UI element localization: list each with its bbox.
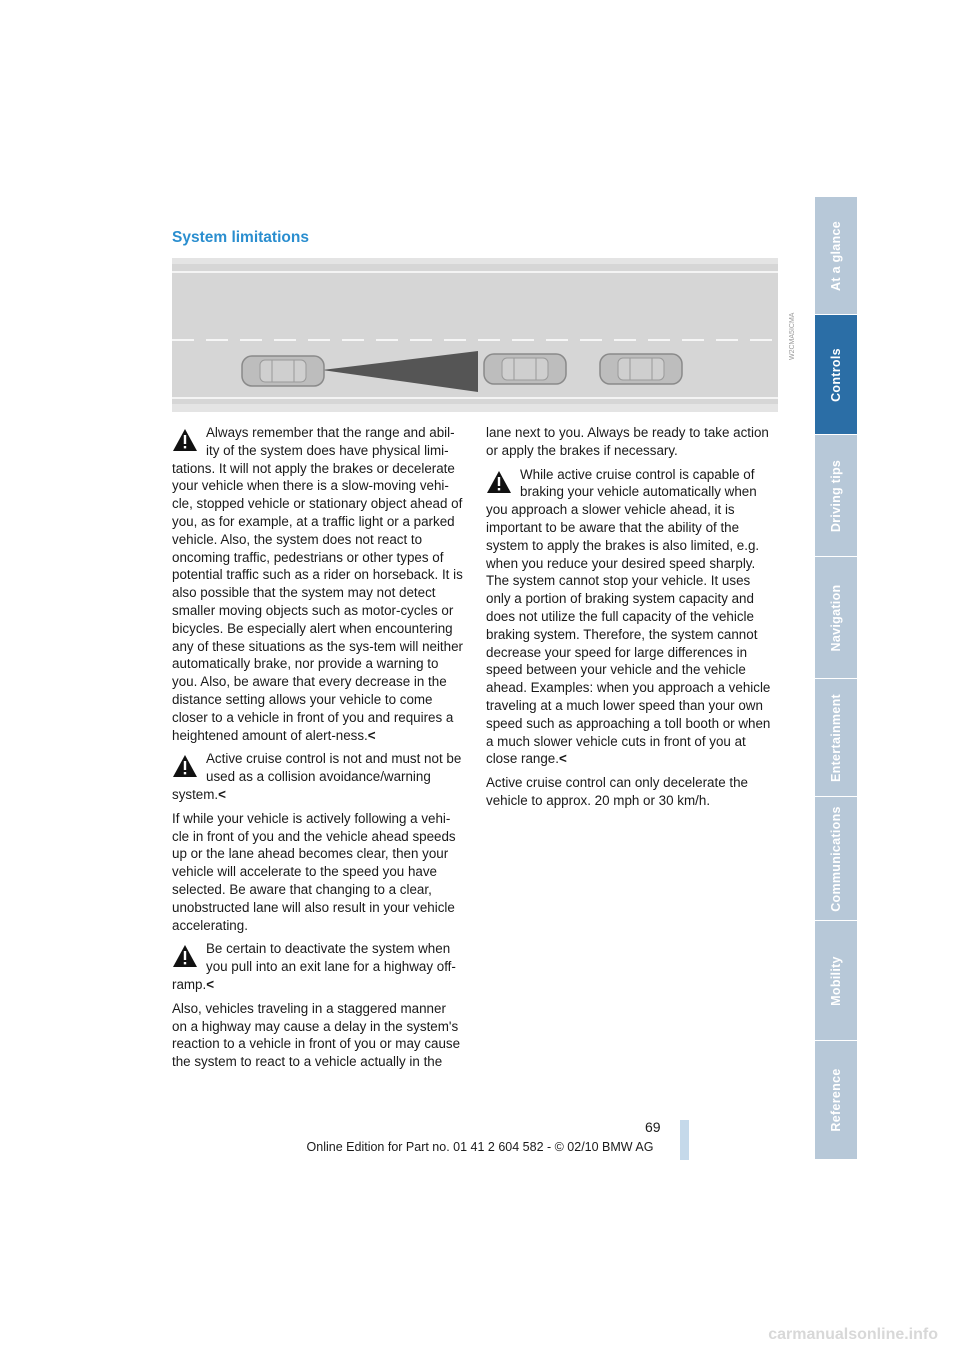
- tab-communications[interactable]: [815, 797, 857, 921]
- warning-braking-text: While active cruise control is capable of braking your vehicle automatically when you approach a slower vehicle ahead, it is important to be aware that the ability of the system to apply the brakes is also limited, e.g. when you reduce your desired speed sharply. The system cannot stop your vehicle. It uses only a portion of braking system capacity and does not utilize the full capacity of the vehicle braking system. Therefore, the system cannot decrease your speed for large differences in speed between your vehicle and the vehicle ahead. Examples: when you approach a vehicle traveling at a much lower speed than your own speed such as approaching a toll booth or when a much slower vehicle cuts in front of you at close range.: [486, 466, 771, 767]
- tab-mobility[interactable]: [815, 921, 857, 1041]
- tab-label: Reference: [829, 1068, 843, 1132]
- warning-triangle-icon: [172, 754, 198, 778]
- end-mark: <: [206, 976, 215, 992]
- own-car-icon: [242, 356, 324, 386]
- adjacent-vehicle-icon: [600, 354, 682, 384]
- end-mark: <: [367, 727, 376, 743]
- warning-triangle-icon: [172, 428, 198, 452]
- tab-label: Entertainment: [829, 693, 843, 782]
- end-mark: <: [558, 751, 567, 767]
- footer-text: Online Edition for Part no. 01 41 2 604 582 - © 02/10 BMW AG: [306, 1140, 654, 1154]
- paragraph-accelerate: If while your vehicle is actively following a vehi-cle in front of you and the vehicle ahead speeds up or the lane ahead becomes clear, then your vehicle will accelerate to the speed you have selected. Be aware that changing to a clear, unobstructed lane will also result in your vehicle accelerating.: [172, 810, 456, 933]
- tab-label: Controls: [829, 347, 843, 402]
- warning-triangle-icon: [172, 944, 198, 968]
- paragraph-decelerate: Active cruise control can only decelerate the vehicle to approx. 20 mph or 30 km/h.: [486, 775, 749, 808]
- tab-label: At a glance: [829, 220, 843, 291]
- watermark: carmanualsonline.info: [768, 1326, 938, 1343]
- warning-range-text: Always remember that the range and abil-ity of the system does have physical limi-tations. It will not apply the brakes or decelerate your vehicle when there is a slow-moving vehi-cle, stopped vehicle or stationary object ahead of you, as for example, at a traffic light or a parked vehicle. Also, the system does not react to oncoming traffic, pedestrians or other types of potential traffic such as a rider on horseback. It is also possible that the system may not detect smaller moving objects such as motor-cycles or bicycles. Be especially alert when encountering any of these situations as the sys-tem will neither automatically brake, nor provide a warning to you. Also, be aware that every decrease in the distance setting allows your vehicle to come closer to a vehicle in front of you and requires a heightened amount of alert-ness.: [172, 425, 464, 743]
- tab-label: Mobility: [829, 955, 843, 1006]
- section-tabs: [815, 197, 857, 1160]
- page-number: 69: [645, 1119, 661, 1135]
- tab-label: Navigation: [829, 584, 843, 651]
- vehicle-ahead-icon: [484, 354, 566, 384]
- warning-collision: [172, 750, 464, 803]
- warning-range: [172, 424, 464, 744]
- warning-collision-text: Active cruise control is not and must not be used as a collision avoidance/warning system.: [172, 751, 462, 802]
- warning-exit-lane-text: Be certain to deactivate the system when you pull into an exit lane for a highway off-ramp.: [172, 941, 456, 992]
- warning-exit-lane: [172, 940, 464, 993]
- tab-driving-tips[interactable]: [815, 435, 857, 557]
- tab-navigation[interactable]: [815, 557, 857, 679]
- warning-braking: [486, 466, 778, 769]
- end-mark: <: [218, 786, 226, 802]
- road-illustration: [172, 258, 778, 412]
- tab-entertainment[interactable]: [815, 679, 857, 797]
- tab-at-a-glance[interactable]: [815, 197, 857, 315]
- warning-triangle-icon: [486, 470, 512, 494]
- section-heading: System limitations: [172, 229, 309, 246]
- tab-controls[interactable]: [815, 315, 857, 435]
- right-column: [486, 424, 778, 816]
- tab-label: Communications: [829, 805, 843, 912]
- tab-label: Driving tips: [829, 459, 843, 532]
- figure-code: W2CMA5ICMA: [789, 312, 796, 360]
- left-column: [172, 424, 464, 1077]
- paragraph-lane-next: lane next to you. Always be ready to take action or apply the brakes if necessary.: [486, 425, 769, 458]
- paragraph-staggered: Also, vehicles traveling in a staggered manner on a highway may cause a delay in the system's reaction to a vehicle in front of you or may cause the system to react to a vehicle actually in the: [172, 1000, 461, 1070]
